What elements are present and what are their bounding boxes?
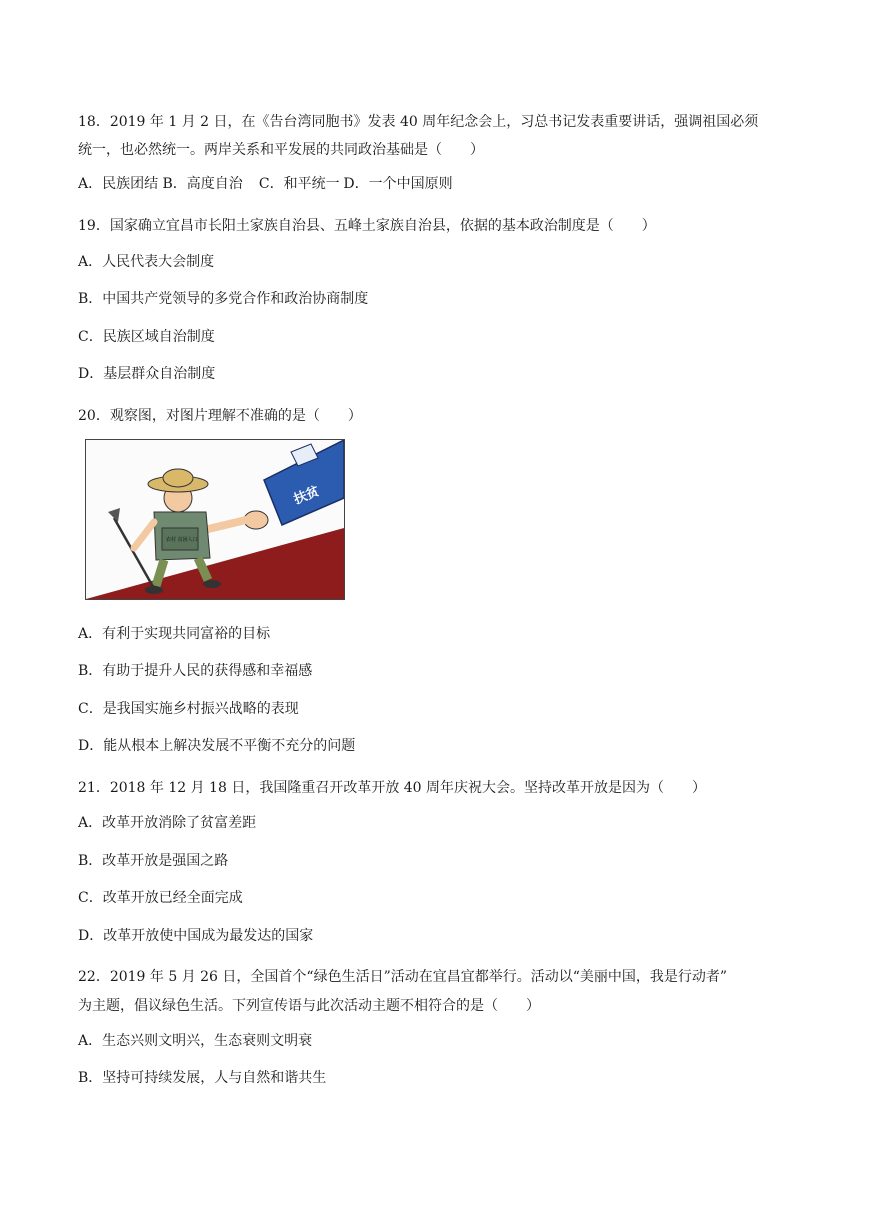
- sleeve-label: 扶贫: [291, 484, 322, 508]
- q22-stem-line1: 22．2019 年 5 月 26 日，全国首个“绿色生活日”活动在宜昌宜都举行。活动以“美丽中国，我是行动者”: [78, 969, 728, 985]
- shirt-label: 农村 贫困人口: [166, 537, 198, 543]
- q21-option-d: D．改革开放使中国成为最发达的国家: [78, 928, 314, 944]
- q18-option-d: D．一个中国原则: [343, 176, 453, 192]
- q19-option-a: A．人民代表大会制度: [78, 254, 215, 270]
- farmer-arm-left: [134, 522, 154, 548]
- q18-options: [78, 174, 453, 194]
- q20-option-a: A．有利于实现共同富裕的目标: [78, 626, 271, 642]
- straw-hat-crown: [163, 469, 193, 487]
- q21-stem: 21．2018 年 12 月 18 日，我国隆重召开改革开放 40 周年庆祝大会。坚持改革开放是因为（ ）: [78, 780, 707, 796]
- q20-stem: 20．观察图，对图片理解不准确的是（ ）: [78, 408, 362, 424]
- q21-option-b: B．改革开放是强国之路: [78, 853, 229, 869]
- q18-option-a: A．民族团结: [78, 176, 159, 192]
- q18-option-c: C．和平统一: [258, 176, 340, 192]
- q18-stem-line1: 18．2019 年 1 月 2 日，在《告台湾同胞书》发表 40 周年纪念会上，习总书记发表重要讲话，强调祖国必须: [78, 114, 759, 130]
- q22-option-a: A．生态兴则文明兴，生态衰则文明衰: [78, 1033, 313, 1049]
- q19-option-c: C．民族区域自治制度: [78, 329, 215, 345]
- poverty-alleviation-cartoon: [85, 439, 345, 600]
- q20-option-d: D．能从根本上解决发展不平衡不充分的问题: [78, 738, 356, 754]
- q18-stem-line2: 统一，也必然统一。两岸关系和平发展的共同政治基础是（ ）: [78, 142, 484, 158]
- q19-stem: 19．国家确立宜昌市长阳土家族自治县、五峰土家族自治县，依据的基本政治制度是（ ）: [78, 218, 656, 234]
- q18-option-b: B．高度自治: [162, 176, 243, 192]
- q21-option-c: C．改革开放已经全面完成: [78, 890, 243, 906]
- q22-stem-line2: 为主题，倡议绿色生活。下列宣传语与此次活动主题不相符合的是（ ）: [78, 998, 540, 1014]
- q19-option-b: B．中国共产党领导的多党合作和政治协商制度: [78, 291, 369, 307]
- q20-option-b: B．有助于提升人民的获得感和幸福感: [78, 663, 313, 679]
- q21-option-a: A．改革开放消除了贫富差距: [78, 815, 257, 831]
- farmer-foot-right: [203, 580, 221, 588]
- q20-option-c: C．是我国实施乡村振兴战略的表现: [78, 701, 299, 717]
- farmer-arm: [204, 520, 246, 530]
- q22-option-b: B．坚持可持续发展，人与自然和谐共生: [78, 1070, 327, 1086]
- q19-option-d: D．基层群众自治制度: [78, 366, 216, 382]
